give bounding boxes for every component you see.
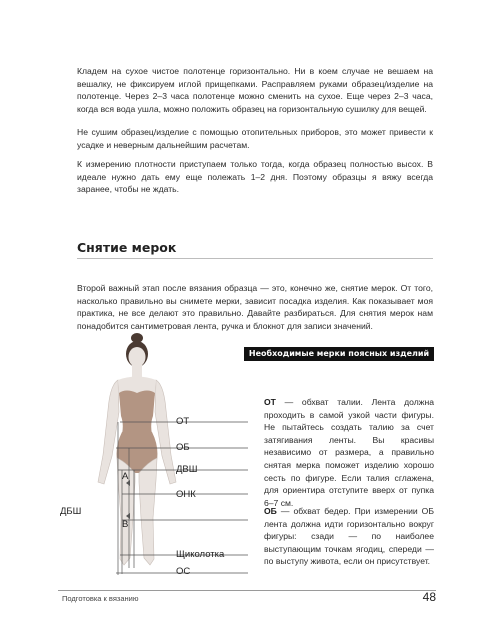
definition-ob-term: ОБ bbox=[264, 506, 277, 516]
definition-ob bbox=[264, 505, 434, 568]
label-os: ОС bbox=[176, 566, 191, 577]
label-ob: ОБ bbox=[176, 442, 190, 453]
page-number: 48 bbox=[422, 590, 436, 604]
footer-chapter-title: Подготовка к вязанию bbox=[62, 594, 139, 603]
definition-ot-text: — обхват талии. Лента должна проходить в самой узкой части фигуры. Не пытайтесь создать талию за счет затягивания ленты. Вы красивы независимо от размера, а правильно снятая мерка поможет изделию хорошо сесть по фигуре. Если талия сглажена, для ориентира отступите вверх от пупка 6–7 см. bbox=[264, 397, 434, 508]
measurements-box-title: Необходимые мерки поясных изделий bbox=[244, 347, 434, 361]
paragraph-drying: Кладем на сухое чистое полотенце горизонтально. Ни в коем случае не вешаем на вешалку, не фиксируем иглой прищепками. Расправляем руками образец/изделие на полотенце. Через 2–3 часа полотенце можно сменить на сухое. Еще через 2–3 часа, когда вся вода ушла, можно положить образец на горизонтальную сушилку для вещей. bbox=[77, 66, 433, 114]
paragraph-density: К измерению плотности приступаем только тогда, когда образец полностью высох. В идеале нужно дать ему еще полежать 1–2 дня. Поэтому образцы я вяжу всегда заранее, чтобы не ждать. bbox=[77, 159, 433, 195]
label-a: А bbox=[122, 471, 129, 482]
label-dvsh: ДВШ bbox=[176, 464, 198, 475]
footer-divider bbox=[58, 590, 436, 591]
definition-ob-text: — обхват бедер. При измерении ОБ лента должна идти горизонтально вокруг фигуры: сзади — по наиболее выступающим точкам ягодиц, спереди — по выступу живота, если он присутствует. bbox=[264, 506, 434, 567]
section-title: Снятие мерок bbox=[77, 240, 177, 255]
definition-ot-term: ОТ bbox=[264, 397, 276, 407]
label-ot: ОТ bbox=[176, 416, 190, 427]
label-onk: ОНК bbox=[176, 489, 196, 500]
measurement-figure bbox=[58, 330, 248, 590]
label-ankle: Щиколотка bbox=[176, 549, 225, 560]
definition-ot bbox=[264, 396, 434, 509]
paragraph-measurements-intro: Второй важный этап после вязания образца — это, конечно же, снятие мерок. От того, насколько правильно вы снимете мерки, зависит посадка изделия. Как показывает моя практика, не все делают это правильно. Давайте разбираться. Для снятия мерок нам понадобится сантиметровая лента, ручка и блокнот для записи значений. bbox=[77, 283, 433, 331]
section-divider bbox=[77, 258, 433, 259]
label-dbsh: ДБШ bbox=[60, 506, 82, 517]
paragraph-no-heaters: Не сушим образец/изделие с помощью отопительных приборов, это может привести к усадке и неверным дальнейшим расчетам. bbox=[77, 127, 433, 150]
label-b: В bbox=[122, 519, 129, 530]
